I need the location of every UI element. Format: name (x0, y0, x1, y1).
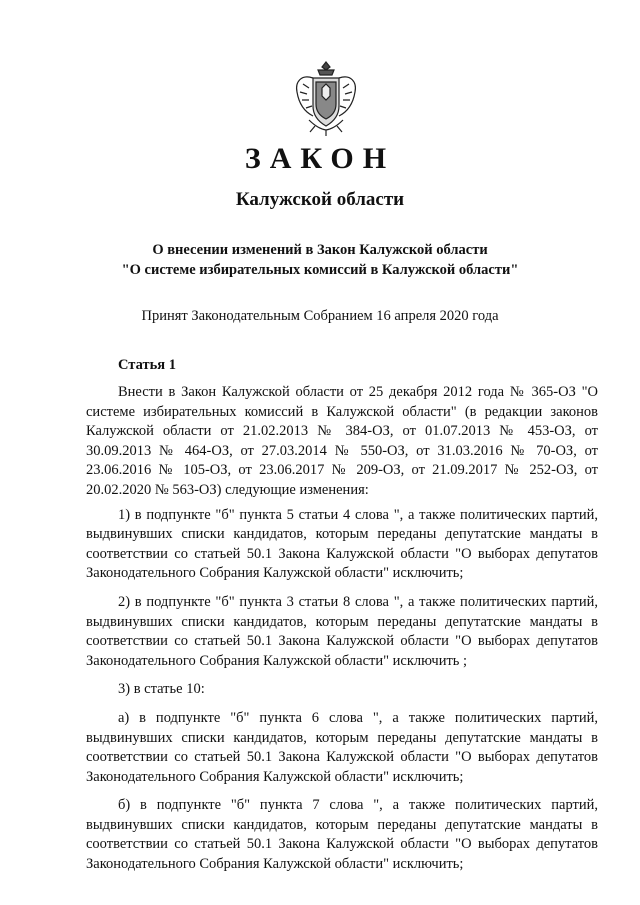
law-heading (0, 240, 640, 280)
law-heading-line-1: О внесении изменений в Закон Калужской области (152, 242, 488, 258)
law-heading-line-2: "О системе избирательных комиссий в Калужской области" (121, 262, 519, 278)
law-title: ЗАКОН (244, 142, 396, 175)
article-item-3b: б) в подпункте "б" пункта 7 слова ", а также политических партий, выдвинувших списки кандидатов, которым переданы депутатские мандаты в соответствии со статьей 50.1 Закона Калужской области "О выборах депутатов Законодательного Собрания Калужской области" исключить; (86, 797, 598, 873)
article-body (86, 355, 598, 884)
article-item-1: 1) в подпункте "б" пункта 5 статьи 4 слова ", а также политических партий, выдвинувших списки кандидатов, которым переданы депутатские мандаты в соответствии со статьей 50.1 Закона Калужской области "О выборах депутатов Законодательного Собрания Калужской области" исключить; (86, 506, 598, 582)
article-title: Статья 1 (118, 357, 176, 373)
coat-of-arms-icon (291, 58, 361, 138)
adoption-date: Принят Законодательным Собранием 16 апреля 2020 года (141, 308, 499, 324)
article-item-3a: а) в подпункте "б" пункта 6 слова ", а также политических партий, выдвинувших списки кандидатов, которым переданы депутатские мандаты в соответствии со статьей 50.1 Закона Калужской области "О выборах депутатов Законодательного Собрания Калужской области" исключить; (86, 709, 598, 785)
law-region: Калужской области (235, 189, 405, 210)
article-intro: Внести в Закон Калужской области от 25 декабря 2012 года № 365-ОЗ "О системе избирательных комиссий в Калужской области" (в редакции законов Калужской области от 21.02.2013 № 384-ОЗ, от 01.07.2013 № 453-ОЗ, от 30.09.2013 № 464-ОЗ, от 27.03.2014 № 550-ОЗ, от 31.03.2016 № 70-ОЗ, от 23.06.2016 № 105-ОЗ, от 23.06.2017 № 209-ОЗ, от 21.09.2017 № 252-ОЗ, от 20.02.2020 № 563-ОЗ) следующие изменения: (86, 384, 598, 498)
article-item-3: 3) в статье 10: (118, 681, 205, 698)
article-item-2: 2) в подпункте "б" пункта 3 статьи 8 слова ", а также политических партий, выдвинувших списки кандидатов, которым переданы депутатские мандаты в соответствии со статьей 50.1 Закона Калужской области "О выборах депутатов Законодательного Собрания Калужской области" исключить ; (86, 593, 598, 669)
